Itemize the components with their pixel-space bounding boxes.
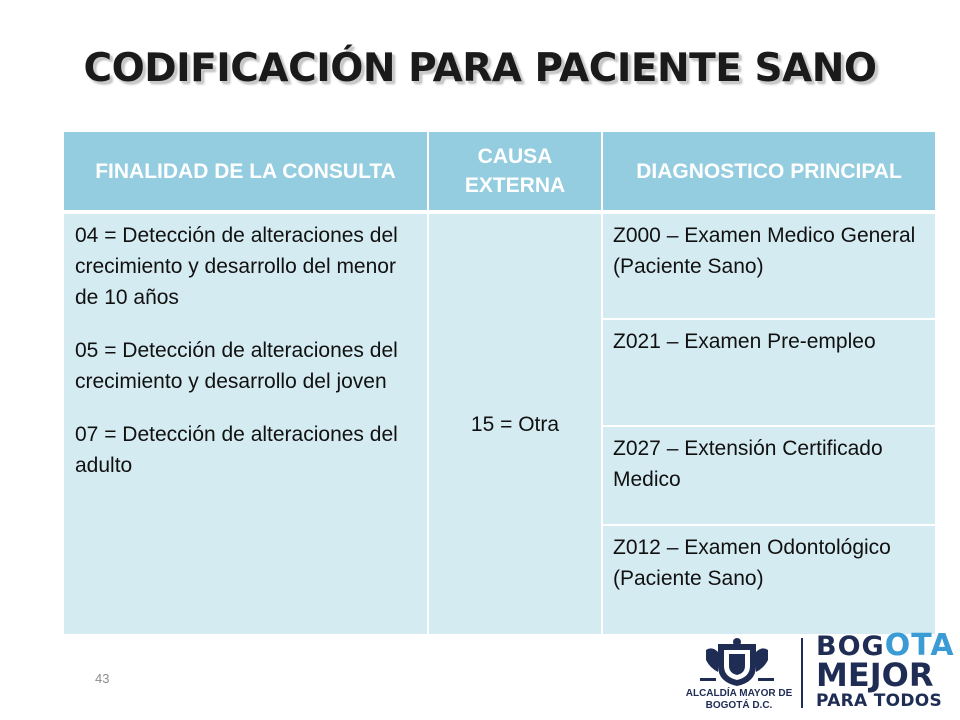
logo-bog: BOG (816, 631, 885, 662)
finalidad-item: 05 = Detección de alteraciones del crecimiento y desarrollo del joven (75, 339, 398, 393)
diagnostico-cell: Z021 – Examen Pre-empleo (602, 319, 935, 426)
coat-of-arms-icon (688, 636, 786, 688)
logo-mejor-text: MEJOR (816, 656, 934, 694)
logo-ota: OTA (884, 628, 955, 663)
finalidad-item: 04 = Detección de alteraciones del crecimiento y desarrollo del menor de 10 años (75, 224, 398, 309)
page-number: 43 (95, 671, 110, 686)
causa-externa-cell: 15 = Otra (428, 212, 602, 635)
finalidad-item: 07 = Detección de alteraciones del adulto (75, 423, 398, 477)
alcaldia-label: ALCALDÍA MAYOR DE BOGOTÁ D.C. (685, 688, 793, 711)
diagnostico-cell: Z027 – Extensión Certificado Medico (602, 426, 935, 525)
header-diagnostico: DIAGNOSTICO PRINCIPAL (602, 132, 935, 212)
table-row (64, 212, 935, 319)
diagnostico-cell: Z000 – Examen Medico General (Paciente Sano) (602, 212, 935, 319)
finalidad-cell (64, 212, 428, 635)
diagnostico-cell: Z012 – Examen Odontológico (Paciente Sano) (602, 525, 935, 635)
logo-para-todos-text: PARA TODOS (816, 691, 943, 711)
header-causa-externa: CAUSA EXTERNA (428, 132, 602, 212)
header-finalidad: FINALIDAD DE LA CONSULTA (64, 132, 428, 212)
table-header-row (64, 132, 935, 212)
logo-divider (801, 638, 803, 708)
slide-title: CODIFICACIÓN PARA PACIENTE SANO (83, 46, 877, 91)
bogota-logo (684, 628, 955, 718)
coding-table (64, 132, 935, 636)
